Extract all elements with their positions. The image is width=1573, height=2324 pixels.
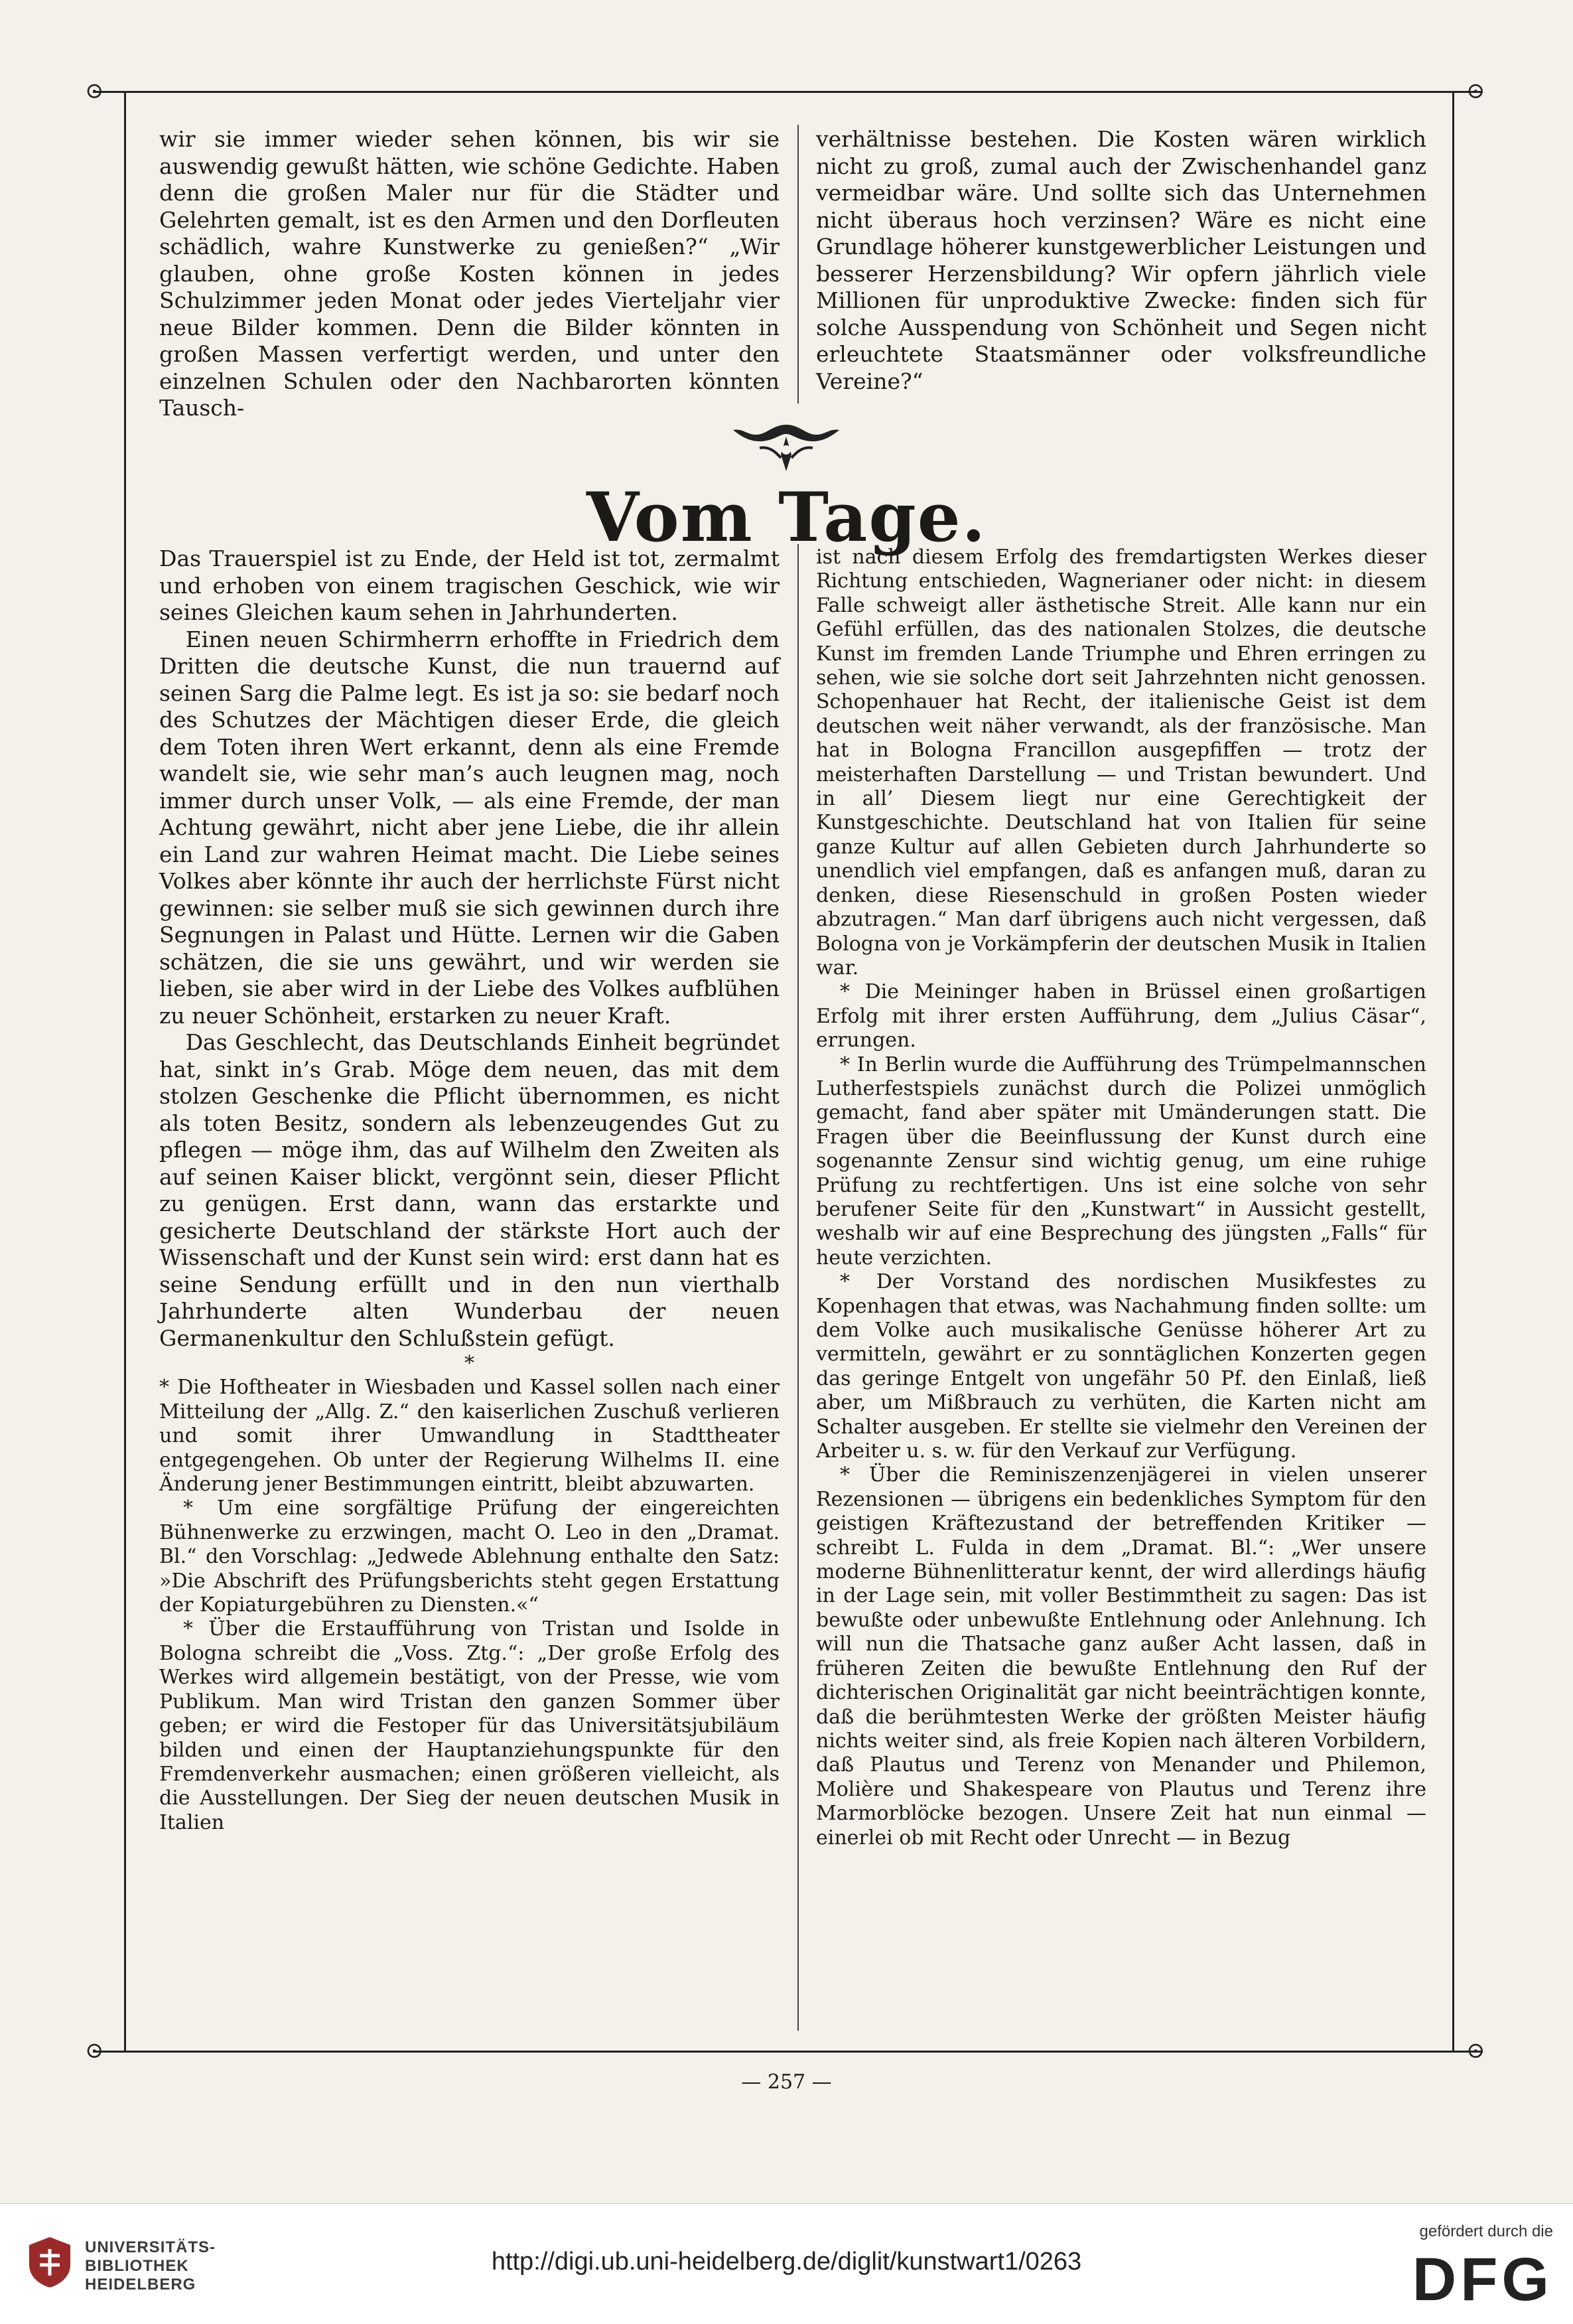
right-column [816, 545, 1426, 1850]
left-paragraph-2: Einen neuen Schirmherrn erhoffte in Friedrich dem Dritten die deutsche Kunst, die nun trauernd auf seinen Sarg die Palme legt. Es ist ja so: sie bedarf noch des Schutzes der Mächtigen dieser Erde, die gleich dem Toten ihren Wert erkannt, denn als eine Fremde wandelt sie, wie sehr man’s auch leugnen mag, noch immer durch unser Volk, — als eine Fremde, der man Achtung gewährt, nicht aber jene Liebe, die ihr allein ein Land zur wahren Heimat macht. Die Liebe seines Volkes aber könnte ihr auch der herrlichste Fürst nicht gewinnen: sie selber muß sie sich gewinnen durch ihre Segnungen in Palast und Hütte. Lernen wir die Gaben schätzen, die sie uns gewährt, und wir werden sie lieben, sie aber wird in der Liebe des Volkes aufblühen zu neuer Schönheit, erstarken zu neuer Kraft. [159, 626, 780, 1029]
right-note-2: * Die Meininger haben in Brüssel einen großartigen Erfolg mit ihrer ersten Aufführung, dem „Julius Cäsar“, errungen. [816, 980, 1426, 1053]
sponsor-label: gefördert durch die [1419, 2222, 1553, 2240]
library-name: UNIVERSITÄTS- BIBLIOTHEK HEIDELBERG [85, 2238, 216, 2293]
corner-ornament-top-left: ⊙ [85, 78, 104, 104]
right-note-4: * Der Vorstand des nordischen Musikfestes zu Kopenhagen that etwas, was Nachahmung finden sollte: um dem Volke auch musikalische Genüsse höherer Art zu vermitteln, gewährt er zu sonntäglichen Konzerten gegen das geringe Entgelt von ungefähr 50 Pf. den Einlaß, ließ aber, um Mißbrauch zu verhüten, die Karten nicht am Schalter ausgeben. Er stellte sie vielmehr den Vereinen der Arbeiter u. s. w. für den Verkauf zur Verfügung. [816, 1270, 1426, 1463]
top-right-column [816, 126, 1426, 395]
right-note-5: * Über die Reminiszenzenjägerei in vielen unserer Rezensionen — übrigens ein bedenkliches Symptom für den geistigen Kräftezustand der betreffenden Kritiker — schreibt L. Fulda in dem „Dramat. Bl.“: „Wer unsere moderne Bühnenlitteratur kennt, der wird allerdings häufig in der Lage sein, mit voller Bestimmtheit zu sagen: Das ist bewußte oder unbewußte Entlehnung oder Anlehnung. Ich will nun die Thatsache ganz außer Acht lassen, daß in früheren Zeiten die bewußte Entlehnung den Ruf der dichterischen Originalität gar nicht beeinträchtigen konnte, daß die berühmtesten Werke der größten Meister häufig nichts weiter sind, als freie Kopien nach älteren Vorbildern, daß Plautus und Terenz von Menander und Philemon, Molière und Shakespeare von Plautus und Terenz ihre Marmorblöcke bezogen. Unsere Zeit hat nun einmal — einerlei ob mit Recht oder Unrecht — in Bezug [816, 1463, 1426, 1850]
left-note-3: * Über die Erstaufführung von Tristan und Isolde in Bologna schreibt die „Voss. Ztg.“: „Der große Erfolg des Werkes wird allgemein bestätigt, von der Presse, wie vom Publikum. Man wird Tristan den ganzen Sommer über geben; er wird die Festoper für das Universitätsjubiläum bilden und einen der Hauptanziehungspunkte für den Fremdenverkehr ausmachen; einen größeren vielleicht, als die Ausstellungen. Der Sieg der neuen deutschen Musik in Italien [159, 1617, 780, 1834]
digitization-footer [0, 2203, 1573, 2324]
top-left-text: wir sie immer wieder sehen können, bis wir sie auswendig gewußt hätten, wie schöne Gedichte. Haben denn die großen Maler nur für die Städter und Gelehrten gemalt, ist es den Armen und den Dorfleuten schädlich, wahre Kunstwerke zu genießen?“ „Wir glauben, ohne große Kosten können in jedes Schulzimmer jeden Monat oder jedes Vierteljahr vier neue Bilder kommen. Denn die Bilder könnten in großen Massen verfertigt werden, und unter den einzelnen Schulen oder den Nachbarorten könnten Tausch- [159, 126, 780, 421]
frame-left-border [124, 91, 126, 2051]
source-url-link[interactable]: http://digi.ub.uni-heidelberg.de/diglit/kunstwart1/0263 [491, 2248, 1082, 2276]
frame-right-border [1452, 91, 1454, 2051]
star-separator: * [464, 1352, 474, 1375]
left-column [159, 545, 780, 1835]
column-rule-main [797, 544, 799, 2031]
dfg-logo: DFG [1412, 2246, 1553, 2313]
column-rule-top [797, 125, 799, 403]
page-number: — 257 — [741, 2070, 832, 2094]
corner-ornament-bottom-right: ⊙ [1466, 2037, 1485, 2064]
left-note-1: * Die Hoftheater in Wiesbaden und Kassel sollen nach einer Mitteilung der „Allg. Z.“ den kaiserlichen Zuschuß verlieren und somit ihrer Umwandlung in Stadttheater entgegengehen. Ob unter der Regierung Wilhelms II. eine Änderung jener Bestimmungen eintritt, bleibt abzuwarten. [159, 1376, 780, 1496]
top-right-text: verhältnisse bestehen. Die Kosten wären wirklich nicht zu groß, zumal auch der Zwischenhandel ganz vermeidbar wäre. Und sollte sich das Unternehmen nicht überaus hoch verzinsen? Wäre es nicht eine Grundlage höherer kunstgewerblicher Leistungen und besserer Herzensbildung? Wir opfern jährlich viele Millionen für unproduktive Zwecke: finden sich für solche Ausspendung von Schönheit und Segen nicht erleuchtete Staatsmänner oder volksfreundliche Vereine?“ [816, 126, 1426, 394]
left-note-2: * Um eine sorgfältige Prüfung der eingereichten Bühnenwerke zu erzwingen, macht O. Leo in den „Dramat. Bl.“ den Vorschlag: „Jedwede Ablehnung enthalte den Satz: »Die Abschrift des Prüfungsberichts steht gegen Erstattung der Kopiaturgebühren zu Diensten.«“ [159, 1496, 780, 1617]
frame-top-border [93, 91, 1483, 93]
right-note-1: ist nach diesem Erfolg des fremdartigsten Werkes dieser Richtung entschieden, Wagnerianer oder nicht: in diesem Falle schweigt aller ästhetische Streit. Alle kann nur ein Gefühl erfüllen, das des nationalen Stolzes, die deutsche Kunst im fremden Lande Triumphe und Ehren erringen zu sehen, wie sie solche dort seit Jahrzehnten nicht genossen. Schopenhauer hat Recht, der italienische Geist ist dem deutschen weit näher verwandt, als der französische. Man hat in Bologna Francillon ausgepfiffen — trotz der meisterhaften Darstellung — und Tristan bewundert. Und in all’ Diesem liegt nur eine Gerechtigkeit der Kunstgeschichte. Deutschland hat von Italien für seine ganze Kultur auf allen Gebieten durch Jahrhunderte so unendlich viel empfangen, daß es anfangen muß, daran zu denken, diese Riesenschuld in großen Posten wieder abzutragen.“ Man darf übrigens auch nicht vergessen, daß Bologna von je Vorkämpferin der deutschen Musik in Italien war. [816, 545, 1426, 980]
left-paragraph-1: Das Trauerspiel ist zu Ende, der Held ist tot, zermalmt und erhoben von einem tragischen Geschick, wie wir seines Gleichen kaum sehen in Jahrhunderten. [159, 545, 780, 625]
corner-ornament-bottom-left: ⊙ [85, 2037, 104, 2064]
section-title: Vom Tage. [586, 478, 987, 557]
right-note-3: * In Berlin wurde die Aufführung des Trümpelmannschen Lutherfestspiels zunächst durch die Polizei unmöglich gemacht, fand aber später mit Umänderungen statt. Die Fragen über die Beeinflussung der Kunst durch eine sogenannte Zensur sind wichtig genug, um eine ruhige Prüfung zu rechtfertigen. Uns ist eine solche von sehr berufener Seite für den „Kunstwart“ in Aussicht gestellt, weshalb wir auf eine Besprechung des jüngsten „Falls“ für heute verzichten. [816, 1053, 1426, 1270]
frame-bottom-border [93, 2051, 1483, 2053]
top-left-column [159, 126, 780, 422]
left-paragraph-3: Das Geschlecht, das Deutschlands Einheit begründet hat, sinkt in’s Grab. Möge dem neuen, das mit dem stolzen Geschenke die Pflicht übernommen, es nicht als toten Besitz, sondern als lebenzeugendes Gut zu pflegen — möge ihm, das auf Wilhelm den Zweiten als auf seinen Kaiser blickt, vergönnt sein, dieser Pflicht zu genügen. Erst dann, wann das erstarkte und gesicherte Deutschland der stärkste Hort auch der Wissenschaft und der Kunst sein wird: erst dann hat es seine Sendung erfüllt und in den nun vierthalb Jahrhunderte alten Wunderbau der neuen Germanenkultur den Schlußstein gefügt. [159, 1029, 780, 1351]
vignette-ornament [720, 418, 853, 478]
corner-ornament-top-right: ⊙ [1466, 78, 1485, 104]
